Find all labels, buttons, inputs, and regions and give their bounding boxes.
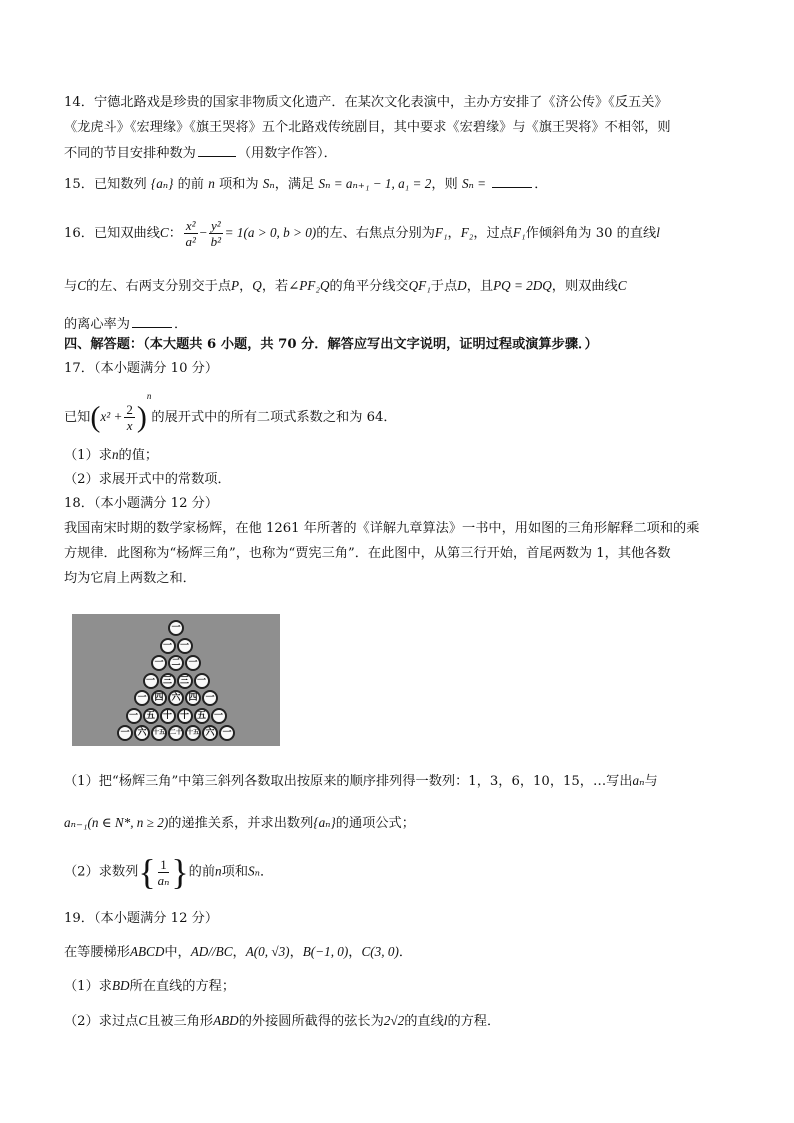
q19-header: 19．（本小题满分 12 分）: [64, 911, 219, 926]
triangle-disc: 一: [160, 638, 176, 654]
triangle-disc: 一: [219, 725, 235, 741]
q16-text: ，: [447, 226, 461, 241]
answer-blank[interactable]: [198, 145, 236, 157]
triangle-disc: 四: [185, 690, 201, 706]
line-l: l: [656, 225, 660, 240]
triangle-disc: 三: [160, 673, 176, 689]
numerator: 1: [158, 857, 170, 873]
exponent-n: n: [146, 391, 152, 401]
q19-text: ，: [289, 945, 303, 960]
q19-text: 在等腰梯形: [64, 945, 130, 960]
q14-text: （用数字作答）．: [237, 146, 337, 161]
triangle-disc: 一: [202, 690, 218, 706]
yang-hui-triangle-figure: [72, 614, 280, 746]
q16-text: ，若: [261, 279, 289, 294]
q17-part-1: [64, 448, 158, 462]
focus-F1: F₁: [512, 225, 526, 240]
q19-stem: [64, 945, 412, 959]
q19-text: （1）求: [64, 979, 112, 994]
triangle-ABD: ABD: [213, 1013, 239, 1028]
q16-text: 作倾斜角为 30 的直线: [525, 226, 657, 241]
ask-formula: Sₙ =: [461, 176, 487, 191]
denominator: aₙ: [157, 872, 170, 888]
triangle-disc: 一: [194, 673, 210, 689]
q16-text: ，过点: [473, 226, 513, 241]
triangle-disc: 六: [202, 725, 218, 741]
q18-line-2: 方规律．此图称为“杨辉三角”，也称为“贾宪三角”．在此图中，从第三行开始，首尾两数为 1，其他各数: [64, 546, 671, 561]
condition: (n ∈ N*, n ≥ 2): [87, 815, 169, 830]
left-brace: {: [138, 852, 156, 892]
segment-QF1: QF₁: [408, 278, 431, 293]
q16-text: 的左、右两支分别交于点: [85, 279, 232, 294]
triangle-disc: 二: [168, 655, 184, 671]
chord-length: 2√2: [383, 1013, 405, 1028]
answer-blank[interactable]: [132, 316, 172, 328]
triangle-disc: 一: [134, 690, 150, 706]
q14-line-2: 《龙虎斗》《宏理缘》《旗王哭将》五个北路戏传统剧目，其中要求《宏碧缘》与《旗王哭将》不相邻，则: [64, 120, 671, 135]
q16-text: 于点: [430, 279, 458, 294]
q18-text: ．: [259, 864, 274, 880]
triangle-disc: 一: [143, 673, 159, 689]
q15-text: ．: [534, 177, 548, 192]
triangle-disc: 一: [211, 708, 227, 724]
term-an-1: aₙ₋₁: [64, 815, 88, 830]
triangle-disc: 一: [185, 655, 201, 671]
q18-part-1-line-1: [64, 774, 658, 788]
q16-text: 的左、右焦点分别为: [316, 226, 435, 241]
minus-sign: −: [199, 225, 207, 240]
equation-rhs: = 1(a > 0, b > 0): [224, 225, 317, 240]
q16-text: 与: [64, 279, 78, 294]
numerator: y²: [211, 218, 221, 233]
ratio-formula: PQ = 2DQ: [493, 278, 552, 293]
q18-header: 18．（本小题满分 12 分）: [64, 496, 219, 511]
triangle-disc: 十: [160, 708, 176, 724]
answer-blank[interactable]: [492, 176, 532, 188]
trapezoid-name: ABCD: [129, 944, 165, 959]
condition-formula: Sₙ = aₙ₊₁ − 1, a₁ = 2: [318, 176, 432, 191]
q14-line-1: 14．宁德北路戏是珍贵的国家非物质文化遗产．在某次文化表演中，主办方安排了《济公传》《反五关》: [64, 95, 668, 110]
line-l: l: [443, 1013, 448, 1028]
triangle-disc: 一: [117, 725, 133, 741]
var-n: n: [215, 863, 222, 879]
q15-text: 项和为: [219, 177, 259, 192]
q15-line: [64, 176, 547, 191]
q19-text: ，: [232, 945, 246, 960]
triangle-disc: 五: [143, 708, 159, 724]
sum-symbol: Sₙ: [248, 863, 260, 879]
q14-text: 不同的节目安排种数为: [64, 146, 196, 161]
parallel-relation: AD//BC: [190, 944, 233, 959]
segment-BD: BD: [111, 978, 130, 993]
q19-text: 且被三角形: [147, 1014, 214, 1029]
right-paren: ): [136, 400, 147, 434]
triangle-disc: 四: [151, 690, 167, 706]
fraction-x2-a2: [184, 218, 198, 249]
q19-text: ，: [348, 945, 362, 960]
focus-F1: F₁: [434, 225, 448, 240]
numerator: 2: [126, 402, 133, 417]
q18-text: 的前: [188, 864, 216, 880]
q18-text: 与: [644, 774, 658, 789]
q17-text: 的值；: [118, 448, 159, 463]
q15-text: ，满足: [274, 177, 315, 192]
curve-C: C: [159, 225, 169, 240]
left-paren: (: [90, 400, 101, 434]
denominator: x: [126, 418, 133, 433]
triangle-disc: 三: [177, 673, 193, 689]
triangle-disc: 一: [177, 638, 193, 654]
point-P: P: [231, 278, 240, 293]
numerator: x²: [185, 218, 196, 233]
q18-text: （1）把“杨辉三角”中第三斜列各数取出按原来的顺序排列得一数列：1，3，6，10，15，…写出: [64, 774, 633, 789]
q19-text: 的直线: [404, 1014, 444, 1029]
triangle-disc: 十: [177, 708, 193, 724]
q16-line-1: [64, 218, 660, 249]
sequence-symbol: {aₙ}: [150, 176, 174, 191]
q15-text: ，则: [431, 177, 458, 192]
q16-text: ：: [168, 226, 182, 241]
focus-F2: F₂: [460, 225, 474, 240]
point-C: C(3, 0): [361, 944, 399, 959]
var-n: n: [208, 176, 215, 191]
term-x2: x² +: [100, 409, 123, 424]
q16-line-3: [64, 316, 187, 331]
q18-text: （2）求数列: [64, 864, 139, 880]
curve-C: C: [617, 278, 627, 293]
q18-part-1-line-2: [64, 816, 415, 830]
q16-line-2: [64, 279, 627, 293]
q17-header: 17．（本小题满分 10 分）: [64, 361, 219, 376]
q19-part-1: [64, 979, 235, 993]
q19-text: 中，: [164, 945, 191, 960]
triangle-disc: 六: [168, 690, 184, 706]
q14-line-3: [64, 145, 337, 160]
denominator: b²: [210, 234, 222, 249]
triangle-disc: 二十: [168, 725, 184, 741]
fraction-2-over-x: [124, 402, 135, 433]
q18-text: 项和: [221, 864, 249, 880]
curve-C: C: [77, 278, 86, 293]
point-B: B(−1, 0): [302, 944, 349, 959]
q19-part-2: [64, 1014, 500, 1028]
angle-formula: ∠PF₂Q: [288, 278, 330, 293]
var-n: n: [111, 447, 119, 462]
q18-text: 的递推关系，并求出数列: [168, 816, 314, 831]
q19-text: 所在直线的方程；: [129, 979, 236, 994]
q16-text: 16．已知双曲线: [64, 226, 160, 241]
denominator: a²: [185, 234, 196, 249]
fraction-y2-b2: [209, 218, 223, 249]
q18-line-1: 我国南宋时期的数学家杨辉，在他 1261 年所著的《详解九章算法》一书中，用如图的三角形解释二项和的乘: [64, 521, 700, 536]
triangle-disc: 一: [126, 708, 142, 724]
section-heading: 四、解答题：（本大题共 6 小题，共 70 分．解答应写出文字说明，证明过程或演算步骤．）: [64, 337, 598, 352]
q16-text: 的角平分线交: [329, 279, 409, 294]
q15-text: 15．已知数列: [64, 177, 147, 192]
triangle-disc: 一: [151, 655, 167, 671]
q18-line-3: 均为它肩上两数之和．: [64, 571, 196, 586]
q16-text: ，且: [466, 279, 494, 294]
q18-text: 的通项公式；: [335, 816, 415, 831]
q19-text: （2）求过点: [64, 1014, 139, 1029]
fraction-1-over-an: [158, 857, 170, 888]
q17-text: 的展开式中的所有二项式系数之和为 64．: [151, 410, 397, 425]
right-brace: }: [171, 852, 189, 892]
sum-symbol: Sₙ: [262, 176, 275, 191]
point-A: A(0, √3): [245, 944, 290, 959]
triangle-disc: 十五: [185, 725, 201, 741]
q17-text: 已知: [64, 410, 91, 425]
q16-text: ．: [173, 317, 188, 332]
triangle-disc: 五: [194, 708, 210, 724]
point-C: C: [138, 1013, 148, 1028]
q19-text: 的外接圆所截得的弦长为: [238, 1014, 384, 1029]
q16-text: 的离心率为: [64, 317, 130, 332]
q19-text: ．: [398, 945, 413, 960]
triangle-disc: 十五: [151, 725, 167, 741]
point-Q: Q: [252, 278, 262, 293]
q17-stem: [64, 391, 397, 434]
term-an: aₙ: [632, 773, 645, 788]
triangle-disc: 一: [168, 620, 184, 636]
q17-part-2: （2）求展开式中的常数项．: [64, 472, 231, 487]
q16-text: ，则双曲线: [551, 279, 618, 294]
triangle-disc: 六: [134, 725, 150, 741]
sequence-symbol: {aₙ}: [313, 815, 336, 830]
q15-text: 的前: [177, 177, 204, 192]
q18-part-2: [64, 854, 273, 890]
q17-text: （1）求: [64, 448, 112, 463]
q19-text: 的方程．: [447, 1014, 501, 1029]
point-D: D: [457, 278, 467, 293]
q16-text: ，: [239, 279, 253, 294]
